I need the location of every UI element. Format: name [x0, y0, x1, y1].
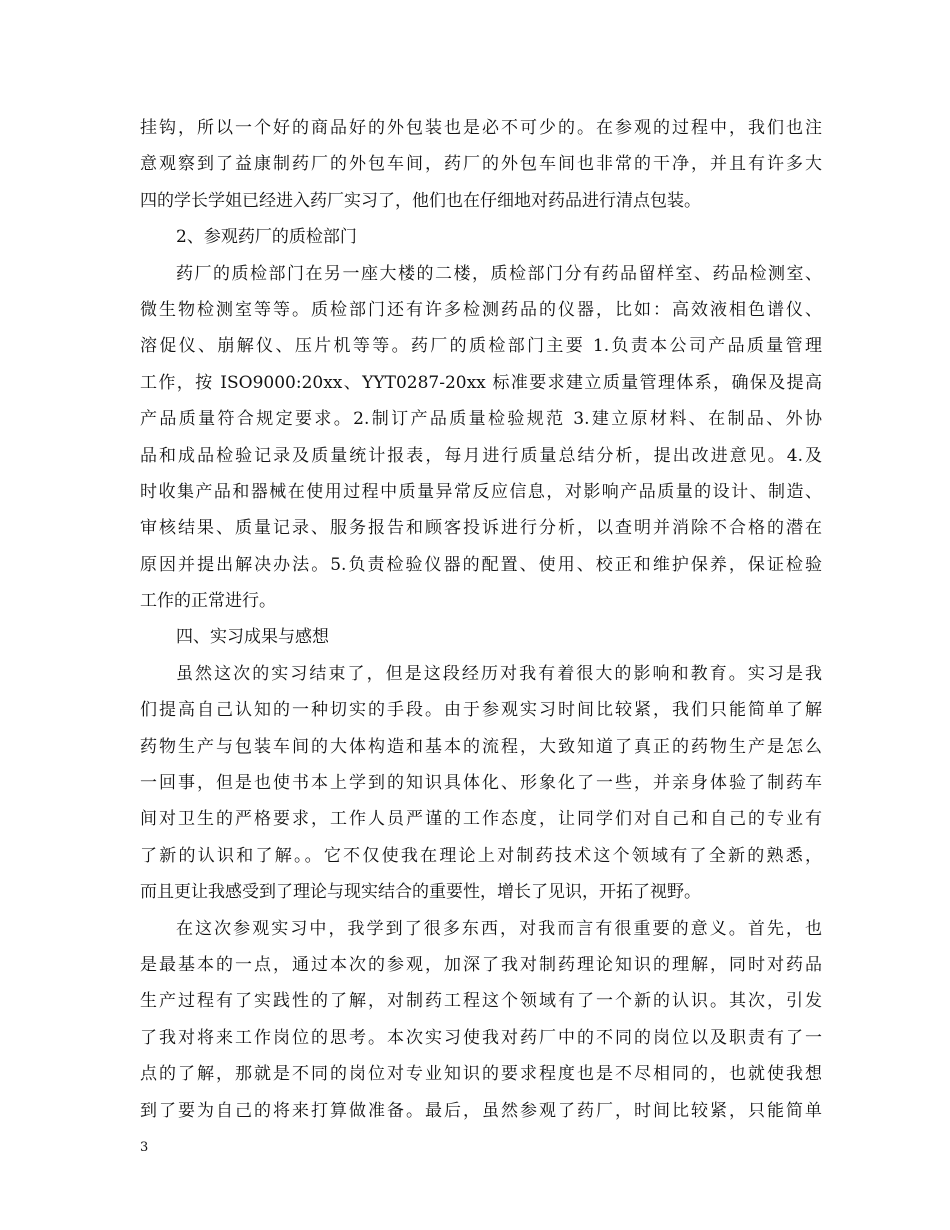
- page-number: 3: [140, 1140, 149, 1155]
- text-line: 虽然这次的实习结束了，但是这段经历对我有着很大的影响和教育。实习是我: [176, 663, 822, 684]
- text-line: 微生物检测室等等。质检部门还有许多检测药品的仪器，比如：高效液相色谱仪、: [140, 299, 822, 320]
- text-line: 药物生产与包装车间的大体构造和基本的流程，大致知道了真正的药物生产是怎么: [140, 736, 822, 757]
- text-line: 到了要为自己的将来打算做准备。最后，虽然参观了药厂，时间比较紧，只能简单: [140, 1100, 822, 1121]
- text-line: 挂钩，所以一个好的商品好的外包装也是必不可少的。在参观的过程中，我们也注: [140, 118, 822, 138]
- text-line: 溶促仪、崩解仪、压片机等等。药厂的质检部门主要 1.负责本公司产品质量管理: [140, 336, 822, 357]
- text-line: 生产过程有了实践性的了解，对制药工程这个领域有了一个新的认识。其次，引发: [140, 991, 822, 1012]
- text-line: 工作，按 ISO9000:20xx、YYT0287-20xx 标准要求建立质量管理体系，确保及提高: [140, 372, 822, 393]
- text-line: 点的了解，那就是不同的岗位对专业知识的要求程度也是不尽相同的，也就使我想: [140, 1064, 822, 1085]
- text-line: 而且更让我感受到了理论与现实结合的重要性，增长了见识，开拓了视野。: [140, 882, 701, 903]
- text-line: 品和成品检验记录及质量统计报表，每月进行质量总结分析，提出改进意见。4.及: [140, 445, 822, 466]
- text-line: 一回事，但是也使书本上学到的知识具体化、形象化了一些，并亲身体验了制药车: [140, 773, 822, 794]
- text-line: 间对卫生的严格要求，工作人员严谨的工作态度，让同学们对自己和自己的专业有: [140, 809, 822, 830]
- text-line: 原因并提出解决办法。5.负责检验仪器的配置、使用、校正和维护保养，保证检验: [140, 554, 822, 575]
- text-line: 审核结果、质量记录、服务报告和顾客投诉进行分析，以查明并消除不合格的潜在: [140, 518, 822, 539]
- text-line: 四、实习成果与感想: [176, 627, 329, 648]
- text-line: 工作的正常进行。: [140, 591, 276, 612]
- text-line: 了新的认识和了解。。它不仅使我在理论上对制药技术这个领域有了全新的熟悉，: [140, 845, 822, 866]
- text-line: 2、参观药厂的质检部门: [176, 227, 357, 248]
- text-line: 意观察到了益康制药厂的外包车间，药厂的外包车间也非常的干净，并且有许多大: [140, 154, 822, 175]
- text-line: 了我对将来工作岗位的思考。本次实习使我对药厂中的不同的岗位以及职责有了一: [140, 1027, 822, 1048]
- text-line: 时收集产品和器械在使用过程中质量异常反应信息，对影响产品质量的设计、制造、: [140, 481, 822, 502]
- body-text: [140, 110, 822, 1129]
- text-line: 四的学长学姐已经进入药厂实习了，他们也在仔细地对药品进行清点包装。: [140, 190, 701, 211]
- text-line: 们提高自己认知的一种切实的手段。由于参观实习时间比较紧，我们只能简单了解: [140, 700, 822, 721]
- text-line: 药厂的质检部门在另一座大楼的二楼，质检部门分有药品留样室、药品检测室、: [176, 263, 822, 284]
- text-line: 产品质量符合规定要求。2.制订产品质量检验规范 3.建立原材料、在制品、外协: [140, 409, 822, 430]
- text-line: 在这次参观实习中，我学到了很多东西，对我而言有很重要的意义。首先，也: [176, 918, 822, 939]
- text-line: 是最基本的一点，通过本次的参观，加深了我对制药理论知识的理解，同时对药品: [140, 954, 822, 975]
